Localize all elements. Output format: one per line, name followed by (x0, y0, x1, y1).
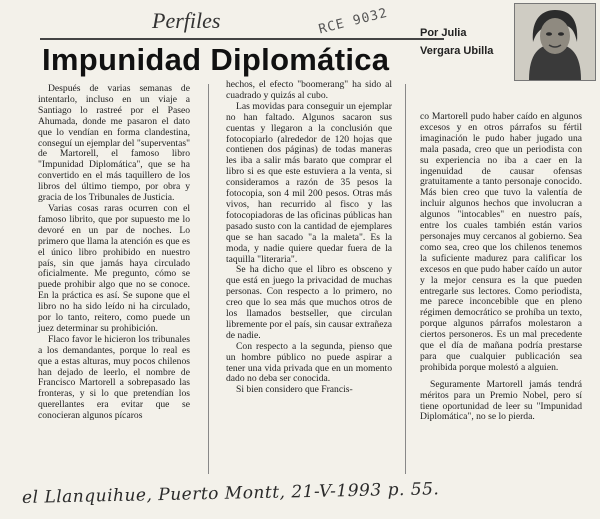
paragraph: co Martorell pudo haber caído en algunos excesos y en otros párrafos su fértil imaginación le pudo haber jugado una mala pasada, creo que un periodista con su experiencia no iba a caer en la ingenuidad de causar ofensas gratuitamente a tanto personaje conocido. Más bien creo que tuvo la valentía de incluir algunos hechos que involucran a algunos "intocables" en nuestro país, entre los cuales también están varios personajes muy cercanos al gobierno. Sea como sea, creo que los chilenos tenemos la suficiente madurez para calificar los excesos en que pudo haber caído un autor y la mejor censura es la que pueden entregarle sus lectores. Como periodista, me parece inconcebible que en pleno régimen democrático se prohíba un texto, porque algunos párrafos molestaron a ciertos personeros. Es un mal precedente que el día de mañana podría prestarse para que cualquier publicación sea prohibida porque molestó a alguien. (420, 111, 582, 373)
article-column-2 (226, 80, 392, 396)
paragraph: Se ha dicho que el libro es obsceno y que está en juego la privacidad de muchas personas. Con respecto a lo primero, no creo que lo sea más que muchos otros de los llamados bestseller, que circulan libremente por el país, sin causar extrañeza de nadie. (226, 264, 392, 341)
author-photo (514, 3, 596, 81)
byline-author: Vergara Ubilla (420, 45, 494, 57)
paragraph: Las movidas para conseguir un ejemplar no han faltado. Algunos sacaron sus cuentas y llegaron a la conclusión que fotocopiarlo (alrededor de 120 hojas que contienen dos páginas) de todas maneras les iba a salir más barato que comprar el libro si es que este estuviera a la venta, si consideramos a razón de 35 pesos la fotocopia, son 4 mil 200 pesos. Otras más vivos, han recurrido al fisco y las fotocopiadoras de las oficinas públicas han pasado susto con la cantidad de ejemplares que se han sacado "a la maleta". Es la moda, y nadie quiere quedar fuera de la taquilla "literaria". (226, 100, 392, 265)
paragraph: hechos, el efecto "boomerang" ha sido al cuadrado y quizás al cubo. (226, 79, 392, 101)
paragraph: Seguramente Martorell jamás tendrá méritos para un Premio Nobel, pero sí tiene oportunidad de leer su "Impunidad Diplomática", no se lo pierda. (420, 378, 582, 423)
archive-stamp: RCE 9032 (317, 5, 390, 38)
section-label: Perfiles (152, 8, 221, 33)
paragraph: Con respecto a la segunda, pienso que un hombre público no puede aspirar a tener una vida privada que en un momento dado no deba ser conocida. (226, 340, 392, 385)
article-title: Impunidad Diplomática (42, 42, 390, 77)
paragraph: Flaco favor le hicieron los tribunales a los demandantes, porque lo real es que a estas alturas, muy pocos chilenos han dejado de leerlo, el nombre de Francisco Martorell a sobrepasado las fronteras, y si lo que pretendían los querellantes era evitar que se conocieran algunos pícaros (38, 333, 190, 422)
paragraph: Después de varias semanas de intentarlo, incluso en un viaje a Santiago lo rastreé por el Paseo Ahumada, donde me pasaron el dato que lo vendían en forma clandestina, conseguí un ejemplar del "superventas" de Martorell, el famoso libro "Impunidad Diplomática", que se ha convertido en el más taquillero de los libros del último tiempo, por obra y gracia de los Tribunales de Justicia. (38, 83, 190, 204)
paragraph: Si bien considero que Francis- (236, 384, 353, 396)
handwritten-source-note: el Llanquihue, Puerto Montt, 21-V-1993 p. 55. (21, 479, 440, 508)
byline (420, 24, 516, 60)
article-column-1 (38, 84, 190, 422)
article-column-3 (420, 112, 582, 423)
header-rule (40, 38, 444, 40)
portrait-image (515, 4, 595, 80)
column-divider (405, 84, 406, 474)
column-divider (208, 84, 209, 474)
paragraph: Varias cosas raras ocurren con el famoso librito, que por supuesto me lo devoré en un par de noches. Lo primero que llama la atención es que es el único libro prohibido en nuestro país, sin que jamás haya circulado oficialmente. Me pregunto, cómo se puede prohibir algo que no se conoce. En la práctica es así. Se supone que el libro no ha sido leído ni ha circulado, por lo tanto, reitero, como puede un juez determinar su prohibición. (38, 202, 190, 334)
byline-prefix: Por Julia (420, 27, 467, 39)
